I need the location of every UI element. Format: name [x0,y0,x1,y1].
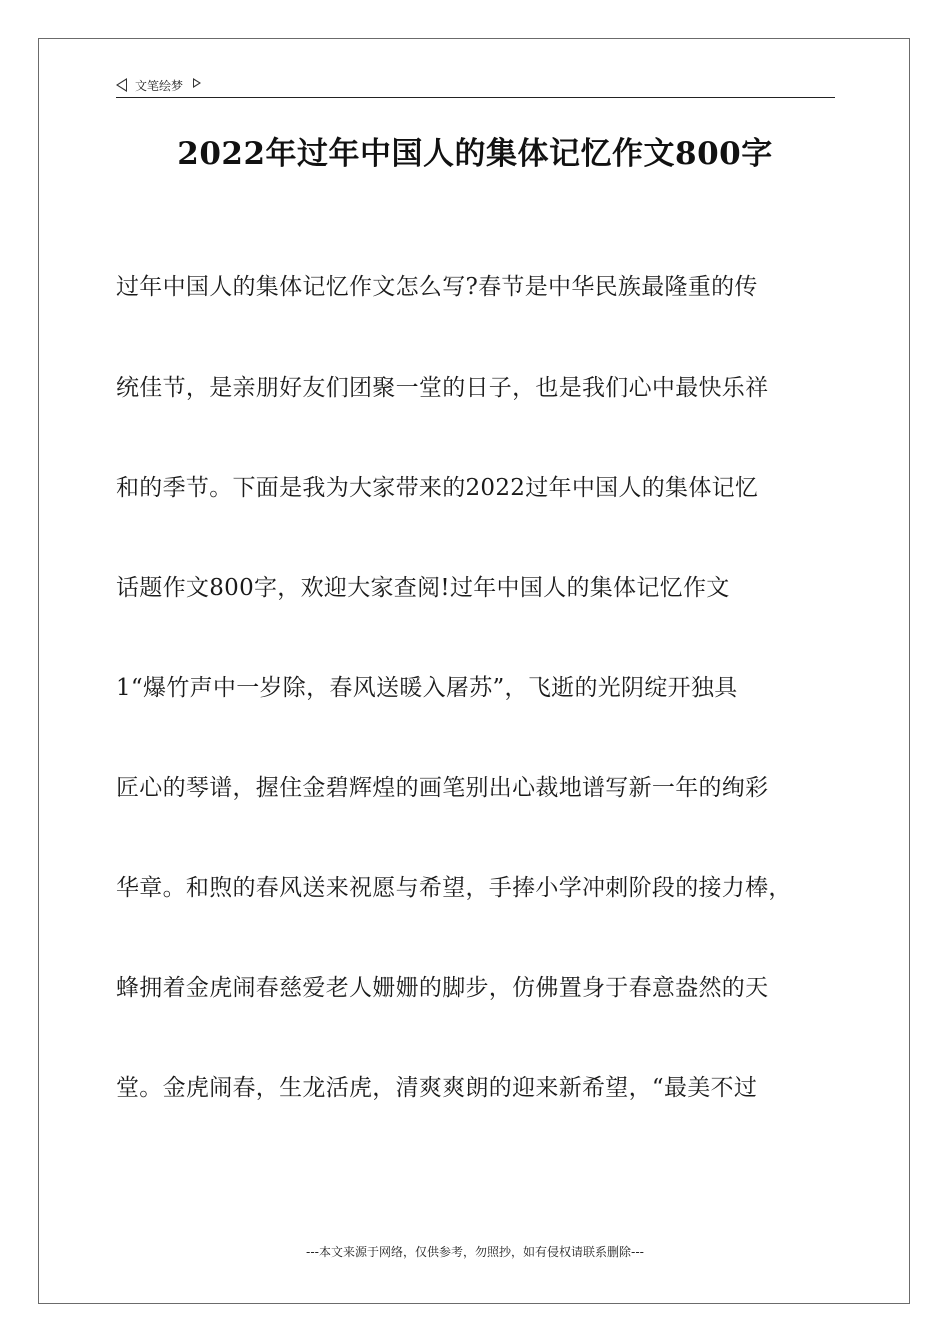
body-line: 1“爆竹声中一岁除，春风送暖入屠苏”，飞逝的光阴绽开独具 [116,675,738,701]
body-line: 匠心的琴谱，握住金碧辉煌的画笔别出心裁地谱写新一年的绚彩 [116,775,769,801]
body-line: 过年中国人的集体记忆作文怎么写?春节是中华民族最隆重的传 [116,274,758,300]
triangle-left-icon [116,78,127,92]
triangle-right-icon [193,78,201,88]
footer-disclaimer: ---本文来源于网络，仅供参考，勿照抄，如有侵权请联系删除--- [306,1245,644,1259]
header-label: 文笔绘梦 [135,78,184,93]
body-line: 和的季节。下面是我为大家带来的2022过年中国人的集体记忆 [116,475,759,501]
body-line: 蜂拥着金虎闹春慈爱老人姗姗的脚步，仿佛置身于春意盎然的天 [116,975,769,1001]
body-line: 堂。金虎闹春，生龙活虎，清爽爽朗的迎来新希望，“最美不过 [116,1075,758,1101]
header-divider [116,97,835,98]
body-line: 华章。和煦的春风送来祝愿与希望，手捧小学冲刺阶段的接力棒， [116,875,792,901]
body-line: 统佳节，是亲朋好友们团聚一堂的日子，也是我们心中最快乐祥 [116,375,769,401]
document-title: 2022年过年中国人的集体记忆作文800字 [177,136,773,172]
body-line: 话题作文800字，欢迎大家查阅!过年中国人的集体记忆作文 [116,575,730,601]
running-header [116,74,835,96]
